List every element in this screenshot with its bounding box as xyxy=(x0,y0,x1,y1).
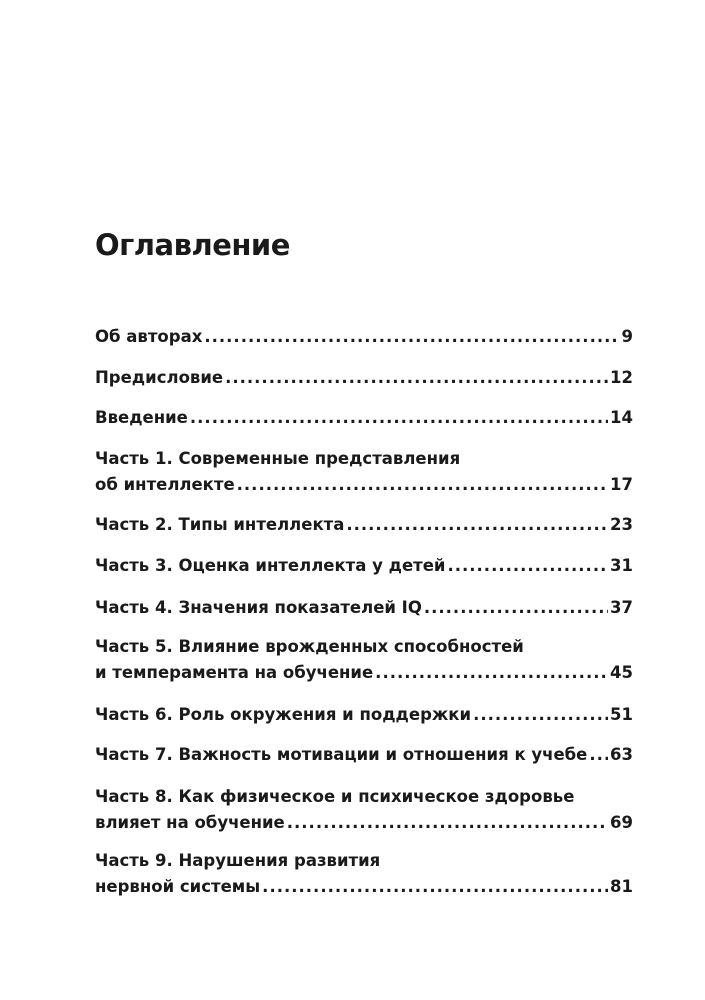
toc-entry-introduction xyxy=(95,405,633,431)
toc-line xyxy=(95,702,633,728)
dot-leader xyxy=(375,660,608,686)
dot-leader xyxy=(262,874,608,900)
page-number: 31 xyxy=(610,556,633,575)
toc-entry-title-line: Часть 1. Современные представления xyxy=(95,449,461,468)
toc-entry-part-7 xyxy=(95,742,633,768)
toc-entry-title: Об авторах xyxy=(95,327,203,346)
toc-entry-title: Часть 2. Типы интеллекта xyxy=(95,515,345,534)
dot-leader xyxy=(190,405,608,431)
toc-entry-title: нервной системы xyxy=(95,877,261,896)
page-number: 12 xyxy=(610,368,633,387)
toc-line xyxy=(95,553,633,579)
toc-line xyxy=(95,810,633,836)
toc-line xyxy=(95,405,633,431)
toc-entry-part-4 xyxy=(95,595,633,621)
page-number: 9 xyxy=(621,327,633,346)
page-number: 23 xyxy=(610,515,633,534)
toc-entry-part-5 xyxy=(95,634,633,686)
toc-line xyxy=(95,324,633,350)
toc-entry-title: Предисловие xyxy=(95,368,224,387)
toc-line xyxy=(95,512,633,538)
dot-leader xyxy=(424,595,608,621)
toc-entry-part-2 xyxy=(95,512,633,538)
toc-line xyxy=(95,742,633,768)
toc-entry-title: Часть 6. Роль окружения и поддержки xyxy=(95,705,472,724)
toc-entry-preface xyxy=(95,365,633,391)
toc-entry-title-line: Часть 5. Влияние врожденных способностей xyxy=(95,637,524,656)
page-number: 69 xyxy=(610,813,633,832)
dot-leader xyxy=(225,365,608,391)
page-number: 17 xyxy=(610,475,633,494)
toc-line xyxy=(95,365,633,391)
toc-entry-title: Часть 3. Оценка интеллекта у детей xyxy=(95,556,446,575)
dot-leader xyxy=(589,742,608,768)
toc-entry-title-line: Часть 8. Как физическое и психическое здоровье xyxy=(95,787,575,806)
toc-entry-part-3 xyxy=(95,553,633,579)
dot-leader xyxy=(447,553,608,579)
toc-entry-title: Часть 7. Важность мотивации и отношения к учебе xyxy=(95,745,588,764)
dot-leader xyxy=(287,810,608,836)
page-number: 63 xyxy=(610,745,633,764)
toc-entry-part-8 xyxy=(95,784,633,836)
toc-entry-title-line: Часть 9. Нарушения развития xyxy=(95,851,381,870)
toc-line xyxy=(95,472,633,498)
page-number: 51 xyxy=(610,705,633,724)
page-number: 45 xyxy=(610,663,633,682)
dot-leader xyxy=(346,512,608,538)
page-number: 14 xyxy=(610,408,633,427)
toc-entry-about-authors xyxy=(95,324,633,350)
toc-entry-title: и темперамента на обучение xyxy=(95,663,374,682)
toc-entry-part-6 xyxy=(95,702,633,728)
toc-line xyxy=(95,595,633,621)
dot-leader xyxy=(473,702,608,728)
dot-leader xyxy=(237,472,608,498)
page-number: 81 xyxy=(610,877,633,896)
toc-entry-part-9 xyxy=(95,848,633,900)
toc-line xyxy=(95,660,633,686)
toc-entry-title: Часть 4. Значения показателей IQ xyxy=(95,598,422,617)
toc-entry-title: Введение xyxy=(95,408,188,427)
toc-entry-title: влияет на обучение xyxy=(95,813,285,832)
toc-line xyxy=(95,874,633,900)
page-title: Оглавление xyxy=(95,228,290,262)
toc-entry-title: об интеллекте xyxy=(95,475,235,494)
dot-leader xyxy=(204,324,619,350)
page-number: 37 xyxy=(610,598,633,617)
toc-entry-part-1 xyxy=(95,446,633,498)
